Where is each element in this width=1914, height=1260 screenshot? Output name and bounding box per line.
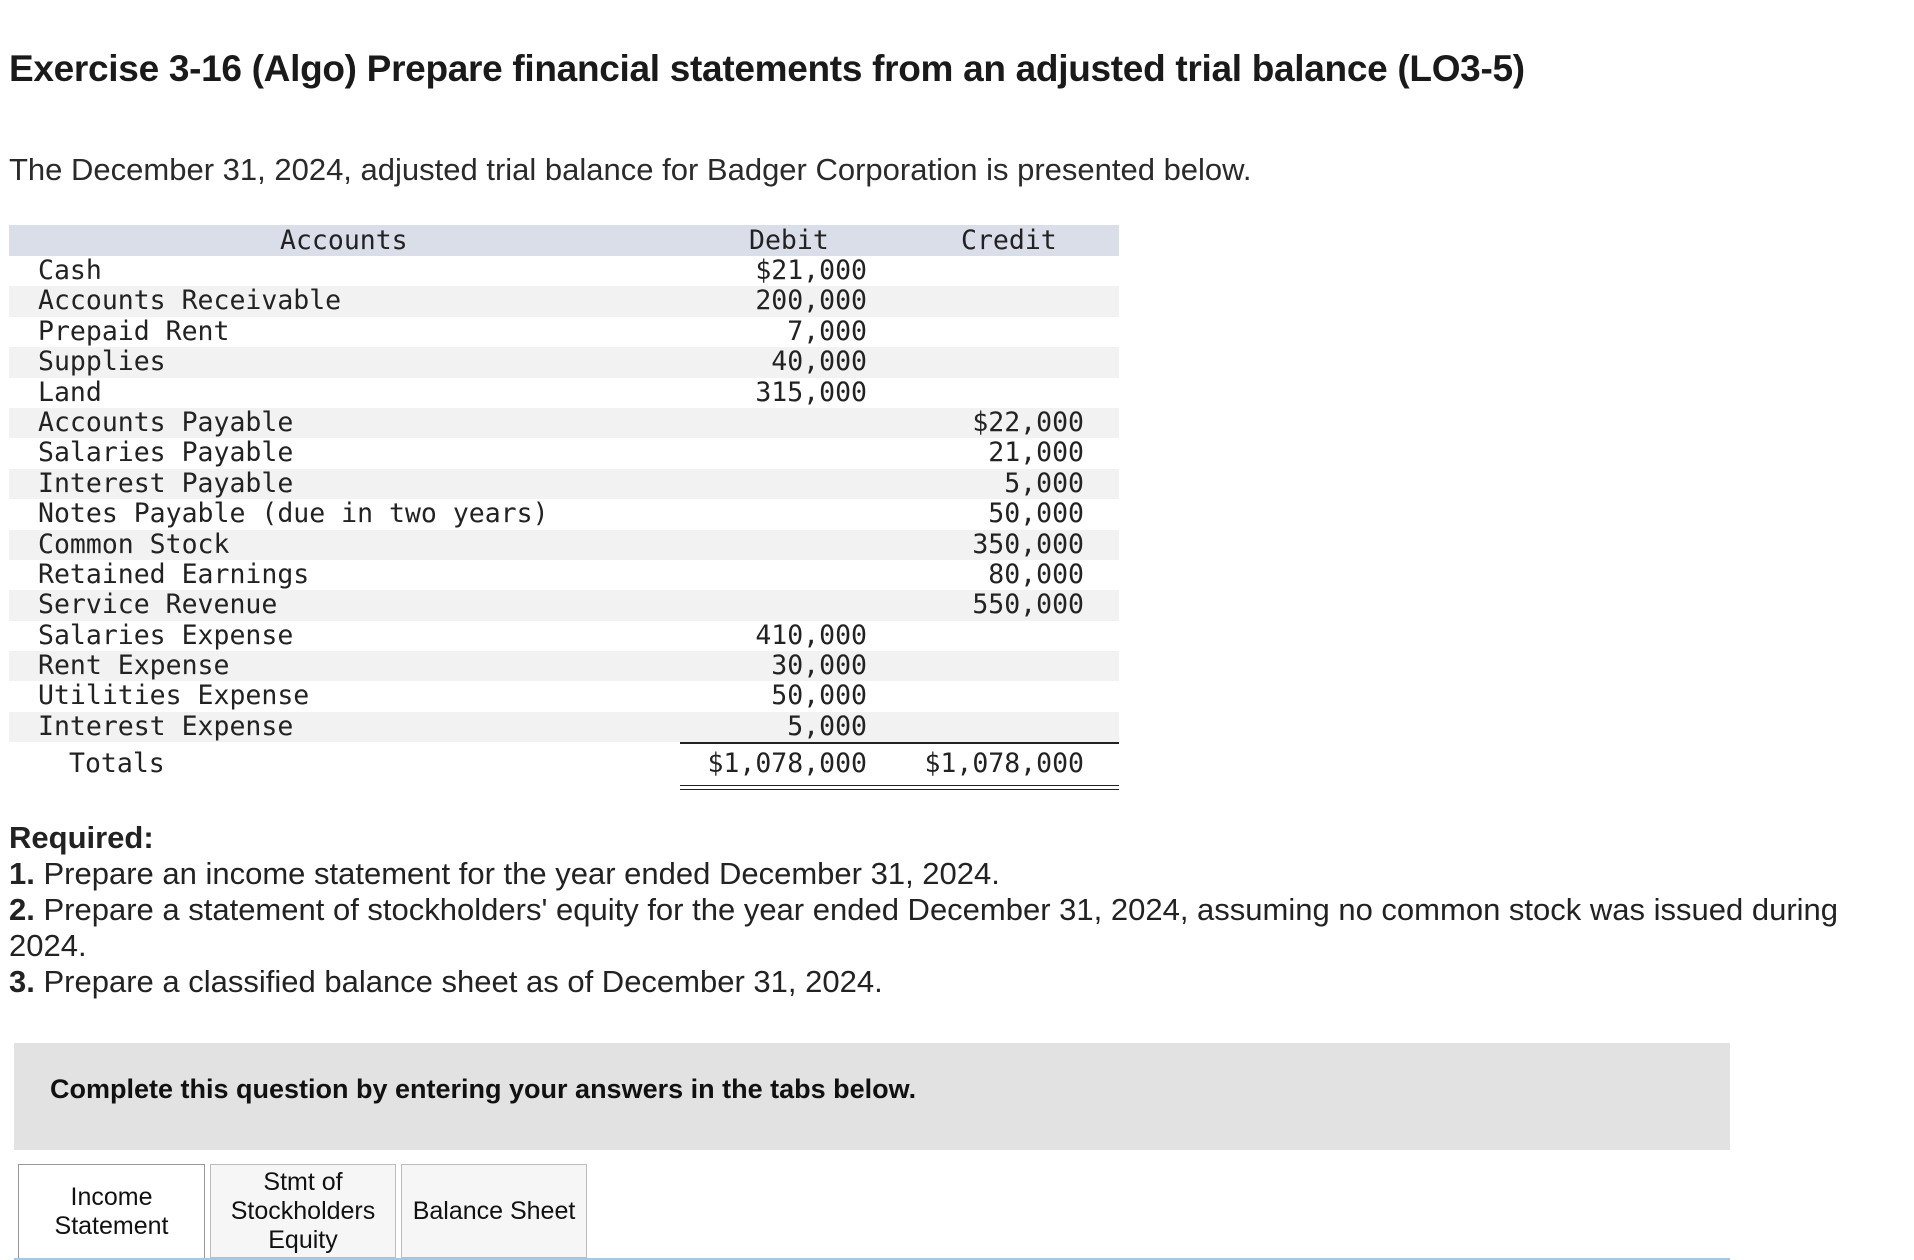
account-cell: Land xyxy=(38,376,102,408)
credit-cell: $22,000 xyxy=(972,406,1084,438)
required-item-2 xyxy=(9,892,1909,964)
tab-income-statement[interactable] xyxy=(18,1164,205,1260)
table-body xyxy=(9,256,1119,742)
table-row xyxy=(9,530,1119,560)
required-item-3 xyxy=(9,964,1909,1000)
totals-label: Totals xyxy=(69,748,165,780)
account-cell: Accounts Payable xyxy=(38,406,294,438)
account-cell: Supplies xyxy=(38,346,166,378)
account-cell: Salaries Expense xyxy=(38,619,294,651)
account-cell: Common Stock xyxy=(38,528,230,560)
table-row xyxy=(9,560,1119,590)
table-row xyxy=(9,408,1119,438)
required-item-text: Prepare an income statement for the year ended December 31, 2024. xyxy=(34,856,1000,891)
table-row xyxy=(9,438,1119,468)
instruction-text: Complete this question by entering your answers in the tabs below. xyxy=(50,1074,917,1104)
debit-cell: 50,000 xyxy=(771,680,867,712)
tab-label: Balance Sheet xyxy=(412,1196,576,1225)
tab-label: Income Statement xyxy=(54,1183,169,1240)
required-item-1 xyxy=(9,856,1909,892)
table-row xyxy=(9,651,1119,681)
account-cell: Cash xyxy=(38,255,102,286)
account-cell: Interest Expense xyxy=(38,710,294,742)
tab-stmt-stockholders-equity[interactable] xyxy=(210,1164,396,1258)
credit-cell: 80,000 xyxy=(988,558,1084,590)
totals-double-rule xyxy=(680,785,1119,790)
table-row xyxy=(9,499,1119,529)
intro-text: The December 31, 2024, adjusted trial balance for Badger Corporation is presented below. xyxy=(9,152,1252,187)
totals-row xyxy=(9,742,1119,786)
table-row xyxy=(9,681,1119,711)
header-debit: Debit xyxy=(749,225,829,256)
trial-balance-table xyxy=(9,225,1119,786)
tab-balance-sheet[interactable] xyxy=(401,1164,587,1258)
required-item-number: 3. xyxy=(9,964,35,999)
page-title: Exercise 3-16 (Algo) Prepare financial statements from an adjusted trial balance (LO3-5) xyxy=(9,48,1525,89)
debit-cell: 410,000 xyxy=(755,619,867,651)
required-item-text: Prepare a statement of stockholders' equity for the year ended December 31, 2024, assuming no common stock was issued during 2024. xyxy=(9,892,1839,963)
account-cell: Utilities Expense xyxy=(38,680,310,712)
debit-cell: 30,000 xyxy=(771,650,867,682)
required-item-number: 2. xyxy=(9,892,35,927)
table-row xyxy=(9,712,1119,742)
account-cell: Service Revenue xyxy=(38,589,278,621)
required-section xyxy=(9,820,1909,1000)
table-row xyxy=(9,256,1119,286)
debit-cell: 200,000 xyxy=(755,285,867,317)
table-row xyxy=(9,347,1119,377)
account-cell: Accounts Receivable xyxy=(38,285,342,317)
totals-credit: $1,078,000 xyxy=(924,748,1084,780)
account-cell: Prepaid Rent xyxy=(38,315,230,347)
debit-cell: $21,000 xyxy=(755,255,867,286)
tab-label: Stmt of Stockholders Equity xyxy=(230,1167,376,1254)
table-row xyxy=(9,317,1119,347)
table-row xyxy=(9,621,1119,651)
credit-cell: 350,000 xyxy=(972,528,1084,560)
required-item-text: Prepare a classified balance sheet as of December 31, 2024. xyxy=(34,964,883,999)
debit-cell: 315,000 xyxy=(755,376,867,408)
table-row xyxy=(9,590,1119,620)
credit-cell: 5,000 xyxy=(1004,467,1084,499)
debit-cell: 5,000 xyxy=(787,710,867,742)
table-row xyxy=(9,286,1119,316)
required-item-number: 1. xyxy=(9,856,35,891)
debit-cell: 7,000 xyxy=(787,315,867,347)
table-row xyxy=(9,378,1119,408)
credit-cell: 550,000 xyxy=(972,589,1084,621)
account-cell: Notes Payable (due in two years) xyxy=(38,498,549,530)
header-credit: Credit xyxy=(961,225,1057,256)
credit-cell: 50,000 xyxy=(988,498,1084,530)
header-accounts: Accounts xyxy=(280,225,408,256)
credit-cell: 21,000 xyxy=(988,437,1084,469)
table-header-row xyxy=(9,225,1119,256)
account-cell: Rent Expense xyxy=(38,650,230,682)
instruction-box xyxy=(14,1043,1730,1150)
debit-cell: 40,000 xyxy=(771,346,867,378)
account-cell: Retained Earnings xyxy=(38,558,310,590)
totals-debit: $1,078,000 xyxy=(707,748,867,780)
table-row xyxy=(9,469,1119,499)
required-heading: Required: xyxy=(9,820,154,855)
account-cell: Interest Payable xyxy=(38,467,294,499)
account-cell: Salaries Payable xyxy=(38,437,294,469)
